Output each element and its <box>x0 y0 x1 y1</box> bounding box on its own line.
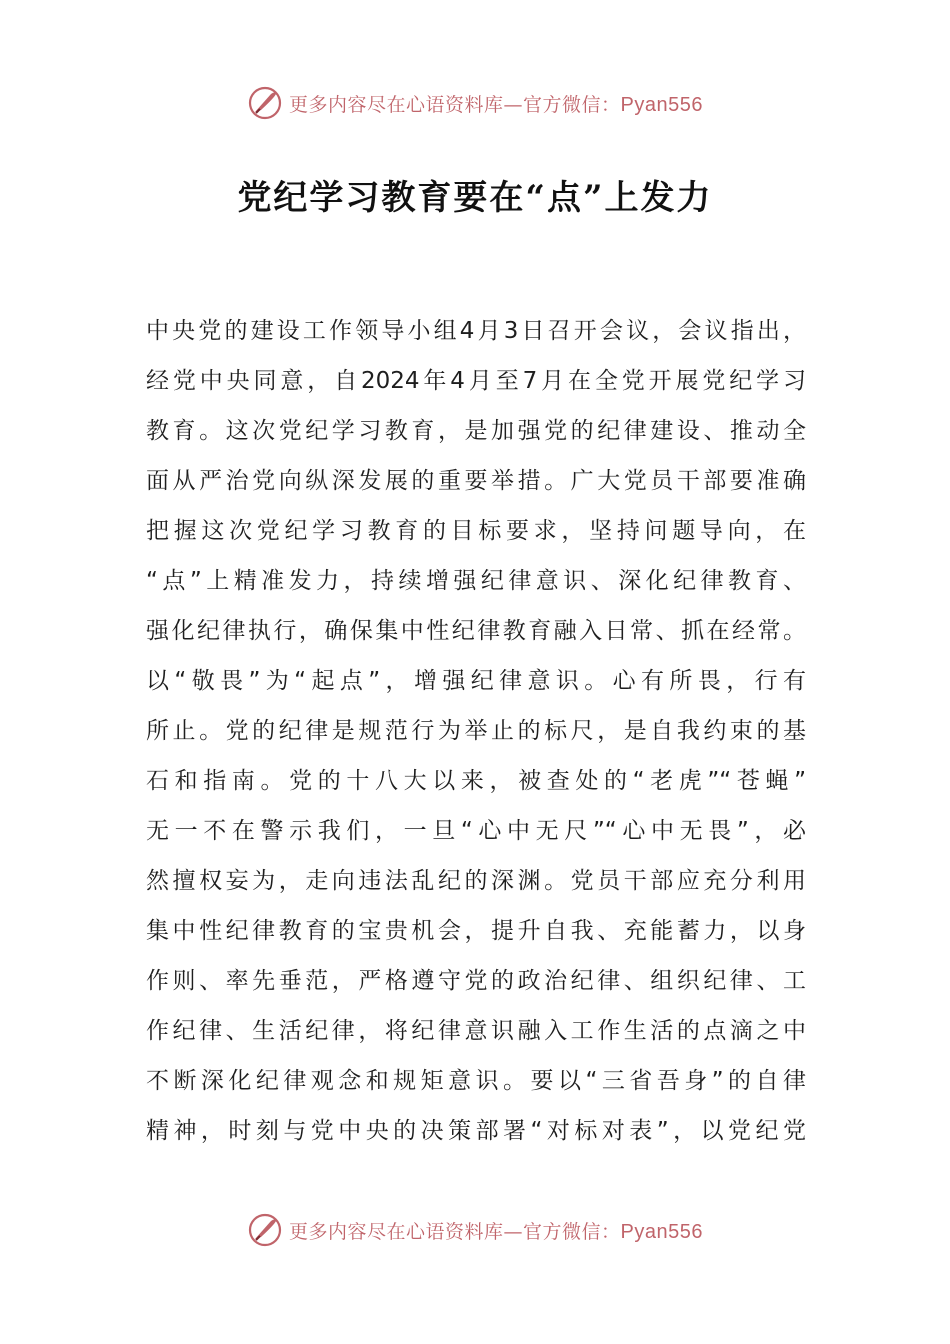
body-line: 中央党的建设工作领导小组4月3日召开会议，会议指出， <box>146 318 806 344</box>
body-line: 经党中央同意，自2024年4月至7月在全党开展党纪学习 <box>146 368 806 394</box>
body-line: 精神，时刻与党中央的决策部署“对标对表”，以党纪党 <box>146 1118 806 1144</box>
body-line: 强化纪律执行，确保集中性纪律教育融入日常、抓在经常。 <box>146 618 806 644</box>
footer-banner-text: 更多内容尽在心语资料库—官方微信：Pyan556 <box>289 1220 703 1243</box>
quill-pen-logo-icon <box>247 85 283 121</box>
body-line: 作纪律、生活纪律，将纪律意识融入工作生活的点滴之中 <box>146 1018 806 1044</box>
body-line: 面从严治党向纵深发展的重要举措。广大党员干部要准确 <box>146 468 806 494</box>
body-line: “点”上精准发力，持续增强纪律意识、深化纪律教育、 <box>146 568 806 594</box>
body-line: 把握这次党纪学习教育的目标要求，坚持问题导向，在 <box>146 518 806 544</box>
body-line: 集中性纪律教育的宝贵机会，提升自我、充能蓄力，以身 <box>146 918 806 944</box>
body-line: 无一不在警示我们，一旦“心中无尺”“心中无畏”，必 <box>146 818 806 844</box>
body-line: 然擅权妄为，走向违法乱纪的深渊。党员干部应充分利用 <box>146 868 806 894</box>
body-line: 以“敬畏”为“起点”，增强纪律意识。心有所畏，行有 <box>146 668 806 694</box>
body-line: 作则、率先垂范，严格遵守党的政治纪律、组织纪律、工 <box>146 968 806 994</box>
wechat-id: Pyan556 <box>620 1220 703 1243</box>
body-line: 教育。这次党纪学习教育，是加强党的纪律建设、推动全 <box>146 418 806 444</box>
header-banner-text: 更多内容尽在心语资料库—官方微信：Pyan556 <box>289 93 703 116</box>
document-title: 党纪学习教育要在“点”上发力 <box>237 178 713 218</box>
document-body <box>146 306 806 1156</box>
footer-watermark-banner <box>0 1210 950 1250</box>
header-watermark-banner <box>0 83 950 123</box>
quill-pen-logo-icon <box>247 1212 283 1248</box>
wechat-id: Pyan556 <box>620 93 703 116</box>
body-line: 石和指南。党的十八大以来，被查处的“老虎”“苍蝇” <box>146 768 806 794</box>
body-line: 不断深化纪律观念和规矩意识。要以“三省吾身”的自律 <box>146 1068 806 1094</box>
body-line: 所止。党的纪律是规范行为举止的标尺，是自我约束的基 <box>146 718 806 744</box>
